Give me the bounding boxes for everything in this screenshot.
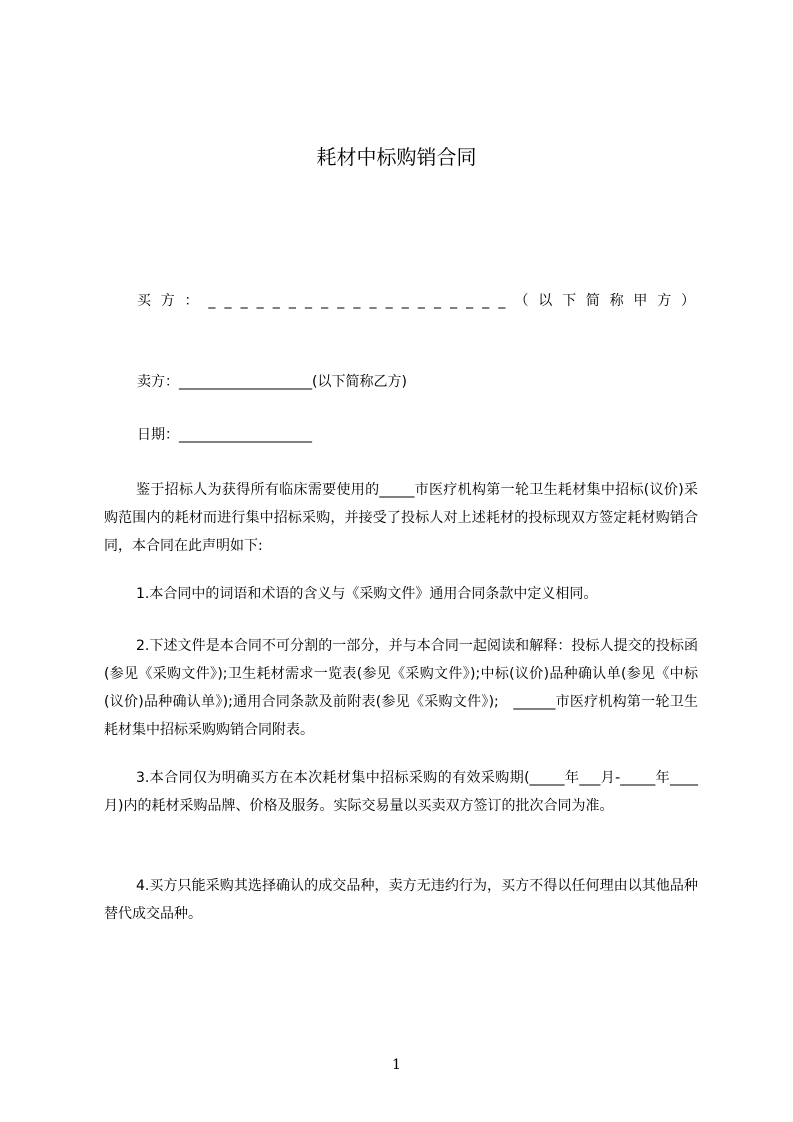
preamble-paragraph: 鉴于招标人为获得所有临床需要使用的_____市医疗机构第一轮卫生耗材集中招标(议价)采购范围内的耗材而进行集中招标采购，并接受了投标人对上述耗材的投标现双方签定耗材购销合同，本合同在此声明如下: [104, 482, 698, 554]
seller-line: 卖方：___________________(以下简称乙方) [137, 374, 407, 390]
clause-3: 3.本合同仅为明确买方在本次耗材集中招标采购的有效采购期(_____年___月-_____年____月)内的耗材采购品牌、价格及服务。实际交易量以买卖双方签订的批次合同为准。 [104, 770, 698, 814]
clause-2: 2.下述文件是本合同不可分割的一部分，并与本合同一起阅读和解释：投标人提交的投标函(参见《采购文件》);卫生耗材需求一览表(参见《采购文件》);中标(议价)品种确认单(参见《中标(议价)品种确认单》);通用合同条款及前附表(参见《采购文件》); ______市医疗机构第一轮卫生耗材集中招标采购购销合同附表。 [104, 638, 698, 738]
buyer-line: 买 方 ： _ _ _ _ _ _ _ _ _ _ _ _ _ _ _ _ _ _ _ （ 以 下 简 称 甲 方 ） [137, 293, 697, 309]
document-title: 耗材中标购销合同 [316, 145, 477, 169]
date-line: 日期：___________________ [137, 427, 312, 443]
clause-4: 4.买方只能采购其选择确认的成交品种，卖方无违约行为，买方不得以任何理由以其他品种替代成交品种。 [104, 878, 698, 922]
page-number: 1 [392, 1057, 401, 1073]
clause-1: 1.本合同中的词语和术语的含义与《采购文件》通用合同条款中定义相同。 [136, 586, 598, 602]
